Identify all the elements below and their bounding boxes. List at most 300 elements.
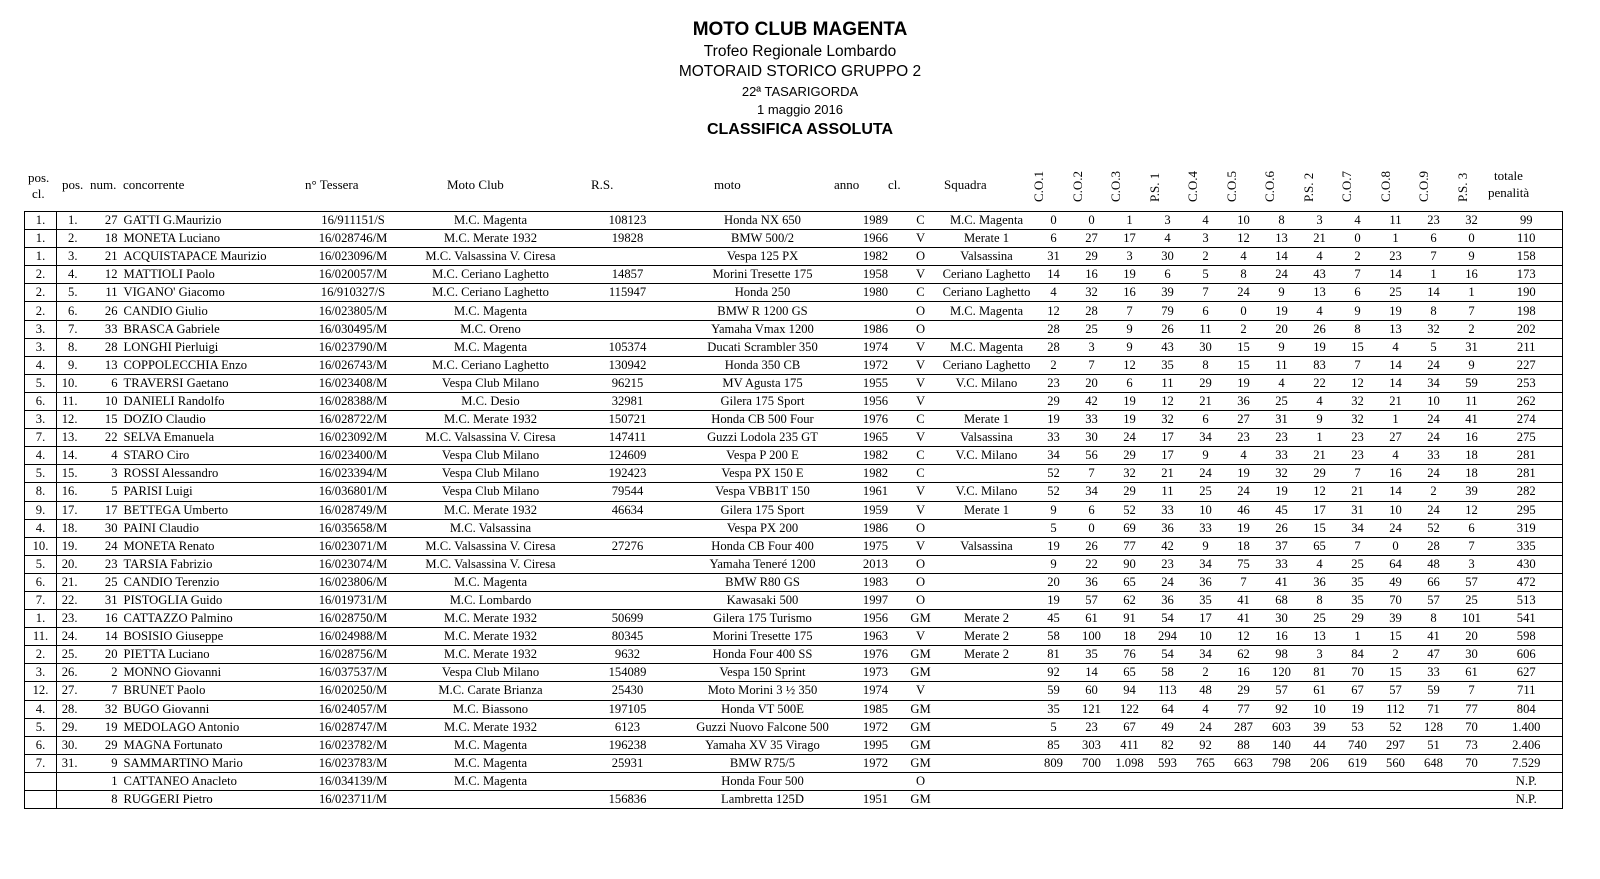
cell-co8: 70 [1389,593,1402,608]
table-row [25,682,1563,700]
cell-co1: 14 [1047,267,1060,282]
cell-co7: 12 [1351,375,1364,390]
cell-squadra [939,591,1035,609]
cell-co1: 81 [1047,647,1060,662]
cell-ps2: 3 [1316,213,1323,228]
cell-co7: 1 [1354,629,1361,644]
cell-co7: 32 [1351,412,1364,427]
cell-co8: 23 [1389,249,1402,264]
cell-co8: 52 [1389,719,1402,734]
cell-moto-club: M.C. Ceriano Laghetto [432,267,549,282]
page-title: MOTO CLUB MAGENTA [692,19,908,40]
cell-co4: 35 [1199,593,1212,608]
cell-moto: Vespa VBB1T 150 [715,484,810,499]
cell-totale: 513 [1516,593,1536,608]
cell-num: 14 [104,629,118,644]
table-row [25,338,1563,356]
cell-moto-club: M.C. Valsassina V. Ciresa [425,430,556,445]
cell-cl: V [915,375,926,390]
cell-rs: 6123 [614,719,641,734]
col-squadra: Squadra [944,177,987,192]
table-row [25,700,1563,718]
cell-co6: 603 [1272,719,1291,734]
cell-tessera: 16/023805/M [318,303,388,318]
cell-ps2: 15 [1313,520,1326,535]
cell-concorrente: GATTI G.Maurizio [123,213,222,228]
cell-tessera: 16/028749/M [318,502,388,517]
cell-num: 6 [111,375,118,390]
cell-co2: 22 [1085,556,1098,571]
cell-co1: 19 [1047,538,1060,553]
cell-co5: 24 [1237,484,1250,499]
cell-co7: 7 [1354,538,1361,553]
cell-ps3: 11 [1465,393,1478,408]
cell-anno: 1982 [862,448,889,463]
cell-squadra [939,320,1035,338]
cell-concorrente: PARISI Luigi [123,484,193,499]
cell-co6: 24 [1275,267,1288,282]
cell-ps1: 11 [1161,484,1174,499]
cell-co6: 26 [1275,520,1288,535]
cell-num: 7 [111,683,118,698]
cell-co5: 12 [1237,231,1250,246]
cell-ps1: 64 [1161,701,1174,716]
cell-co3: 9 [1126,321,1133,336]
cell-ps3: 30 [1465,647,1478,662]
cell-co4: 10 [1199,502,1212,517]
cell-moto-club: M.C. Magenta [453,755,528,770]
cell-co3: 29 [1123,448,1136,463]
col-test-10: C.O.8 [1377,170,1393,202]
cell-co4: 2 [1202,249,1209,264]
cell-squadra [939,791,1035,809]
cell-moto: Honda 250 [734,285,791,300]
cell-co5: 287 [1234,719,1253,734]
cell-anno: 1963 [862,629,889,644]
cell-co3: 77 [1123,538,1136,553]
cell-ps2: 12 [1313,484,1326,499]
cell-co2: 32 [1085,285,1098,300]
cell-co9: 1 [1430,267,1437,282]
cell-ps2: 36 [1313,574,1326,589]
cell-cl: O [915,249,926,264]
cell-co5: 0 [1240,303,1247,318]
cell-co6: 33 [1275,448,1288,463]
cell-pos: 12. [61,412,78,427]
cell-ps1: 12 [1161,393,1174,408]
cell-ps3: 59 [1465,375,1478,390]
cell-totale: 227 [1516,357,1536,372]
cell-totale: 173 [1516,267,1536,282]
cell-pos-cl: 7. [25,754,57,772]
cell-pos: 24. [61,629,78,644]
table-row [25,610,1563,628]
cell-co5: 4 [1240,448,1247,463]
col-pos-cl-line2: cl. [32,186,45,201]
cell-pos-cl: 2. [25,646,57,664]
cell-concorrente: VIGANO' Giacomo [123,285,225,300]
cell-concorrente: ROSSI Alessandro [123,466,219,481]
cell-co2: 26 [1085,538,1098,553]
cell-co1: 6 [1050,231,1057,246]
cell-co8: 19 [1389,303,1402,318]
cell-anno: 1985 [862,701,889,716]
cell-ps1: 17 [1161,448,1174,463]
cell-concorrente: MATTIOLI Paolo [123,267,215,282]
cell-concorrente: PAINI Claudio [123,520,199,535]
cell-ps2: 4 [1316,556,1323,571]
cell-pos-cl: 2. [25,302,57,320]
cell-moto-club: M.C. Merate 1932 [443,611,538,626]
cell-moto: Gilera 175 Sport [720,502,805,517]
cell-moto-club: M.C. Ceriano Laghetto [432,357,549,372]
cell-co9: 28 [1427,538,1440,553]
cell-squadra [939,519,1035,537]
cell-ps2: 44 [1313,737,1326,752]
table-row [25,392,1563,410]
cell-tessera: 16/036801/M [318,484,388,499]
cell-moto: BMW R75/5 [729,755,796,770]
cell-pos: 16. [61,484,78,499]
col-totale-line1: totale [1494,168,1523,183]
cell-squadra: Merate 2 [963,611,1010,626]
col-moto-club: Moto Club [447,177,504,192]
cell-co6: 19 [1275,484,1288,499]
cell-co1: 5 [1050,719,1057,734]
cell-co9: 14 [1427,285,1440,300]
cell-moto-club: M.C. Merate 1932 [443,719,538,734]
cell-ps3: 7 [1468,303,1475,318]
cell-ps1: 54 [1161,611,1174,626]
cell-rs: 19828 [611,231,644,246]
cell-moto-club: M.C. Magenta [453,339,528,354]
cell-ps1: 4 [1164,231,1171,246]
cell-co2: 121 [1082,701,1101,716]
cell-co7: 53 [1351,719,1364,734]
cell-squadra: Ceriano Laghetto [942,285,1031,300]
cell-cl: V [915,267,926,282]
table-row [25,465,1563,483]
cell-co9: 24 [1427,430,1440,445]
cell-co2: 6 [1088,502,1095,517]
cell-totale: 262 [1516,393,1536,408]
cell-squadra: Valsassina [960,249,1013,264]
cell-pos: 21. [61,574,78,589]
cell-num: 28 [104,339,118,354]
cell-moto: Morini Tresette 175 [712,267,813,282]
cell-co3: 7 [1126,303,1133,318]
cell-ps3: 25 [1465,593,1478,608]
cell-tessera: 16/023790/M [318,339,388,354]
cell-concorrente: PISTOGLIA Guido [123,593,223,608]
cell-co5: 23 [1237,430,1250,445]
cell-co9: 8 [1430,303,1437,318]
cell-co2: 700 [1082,755,1101,770]
cell-pos-cl: 2. [25,284,57,302]
cell-co9: 66 [1427,574,1440,589]
cell-anno: 1959 [862,502,889,517]
cell-ps1: 294 [1158,629,1177,644]
cell-co3: 94 [1123,683,1136,698]
col-test-2: C.O.2 [1069,170,1085,202]
table-row [25,483,1563,501]
cell-ps1: 39 [1161,285,1174,300]
cell-cl: V [915,430,926,445]
cell-totale: 190 [1516,285,1536,300]
cell-co1: 52 [1047,484,1060,499]
cell-ps2: 4 [1316,249,1323,264]
cell-co1: 31 [1047,249,1060,264]
cell-co3: 3 [1126,249,1133,264]
col-anno: anno [834,177,860,192]
cell-co7: 84 [1351,647,1364,662]
cell-co9: 59 [1427,683,1440,698]
cell-co6: 798 [1272,755,1291,770]
cell-moto: Honda NX 650 [724,213,801,228]
cell-co5: 24 [1237,285,1250,300]
col-moto: moto [714,177,741,192]
cell-moto: Yamaha Vmax 1200 [711,321,814,336]
cell-co9: 128 [1424,719,1443,734]
cell-rs: 105374 [608,339,647,354]
cell-co5: 15 [1237,339,1250,354]
cell-co2: 30 [1085,430,1098,445]
cell-rs [579,573,677,591]
cell-moto-club: M.C. Magenta [453,303,528,318]
cell-tessera: 16/028747/M [318,719,388,734]
cell-moto: Vespa PX 200 [726,520,799,535]
cell-ps2: 1 [1316,430,1323,445]
cell-co8: 21 [1389,393,1402,408]
cell-cl: GM [910,647,931,662]
cell-ps2 [1301,791,1339,809]
cell-rs: 46634 [611,502,644,517]
cell-concorrente: MONNO Giovanni [123,665,222,680]
cell-moto: BMW R80 GS [725,574,800,589]
cell-rs: 80345 [611,629,644,644]
cell-moto-club: M.C. Merate 1932 [443,412,538,427]
cell-co3: 16 [1123,285,1136,300]
cell-ps2: 65 [1313,538,1326,553]
cell-co8: 14 [1389,357,1402,372]
cell-cl: GM [910,792,931,807]
cell-moto-club: M.C. Merate 1932 [443,502,538,517]
cell-pos: 26. [61,665,78,680]
cell-rs: 130942 [608,357,647,372]
cell-anno: 1972 [862,719,889,734]
cell-tessera: 16/023394/M [318,466,388,481]
cell-ps1: 593 [1158,755,1177,770]
cell-ps1: 49 [1161,719,1174,734]
cell-co9: 33 [1427,665,1440,680]
cell-num: 21 [104,249,118,264]
cell-tessera: 16/023400/M [318,448,388,463]
col-test-4: P.S. 1 [1146,172,1162,202]
table-row [25,266,1563,284]
cell-num: 29 [104,737,118,752]
col-pos-cl-line1: pos. [28,170,50,185]
cell-moto: Morini Tresette 175 [712,629,813,644]
cell-co2: 7 [1088,466,1095,481]
cell-ps3: 41 [1465,412,1478,427]
cell-pos-cl: 2. [25,266,57,284]
cell-cl: O [915,321,926,336]
cell-co4: 34 [1199,556,1212,571]
cell-anno: 1983 [862,574,889,589]
cell-co6: 57 [1275,683,1288,698]
cell-co8: 39 [1389,611,1402,626]
cell-totale: 281 [1516,448,1536,463]
cell-co2: 0 [1088,213,1095,228]
cell-moto-club: M.C. Merate 1932 [443,629,538,644]
cell-co5: 4 [1240,249,1247,264]
cell-co1: 19 [1047,412,1060,427]
cell-co9: 33 [1427,448,1440,463]
cell-moto: Honda CB 500 Four [711,412,814,427]
cell-concorrente: CATTAZZO Palmino [123,611,233,626]
cell-co7: 70 [1351,665,1364,680]
cell-co9: 57 [1427,593,1440,608]
cell-ps3: 20 [1465,629,1478,644]
cell-co1: 2 [1050,357,1057,372]
cell-co7: 25 [1351,556,1364,571]
cell-cl: O [915,556,926,571]
cell-co4: 4 [1202,701,1209,716]
cell-rs: 150721 [608,412,647,427]
cell-squadra: V.C. Milano [955,448,1018,463]
table-row [25,664,1563,682]
cell-rs: 192423 [608,466,647,481]
col-test-12: P.S. 3 [1454,172,1470,202]
cell-num: 27 [104,213,118,228]
cell-co5 [1225,772,1263,790]
cell-co6: 120 [1272,665,1291,680]
cell-anno: 1997 [862,593,889,608]
cell-totale: 110 [1517,231,1536,246]
cell-co7: 21 [1351,484,1364,499]
cell-concorrente: STARO Ciro [123,448,190,463]
cell-pos: 23. [61,611,78,626]
cell-co2: 60 [1085,683,1098,698]
cell-co5: 15 [1237,357,1250,372]
cell-ps1: 35 [1161,357,1174,372]
cell-ps3: 1 [1468,285,1475,300]
cell-cl: GM [910,611,931,626]
cell-rs: 27276 [611,538,644,553]
cell-totale: 598 [1516,629,1536,644]
cell-co5: 41 [1237,593,1250,608]
cell-co6: 9 [1278,285,1285,300]
cell-ps3: 73 [1465,737,1478,752]
cell-co6: 8 [1278,213,1285,228]
cell-ps2 [1301,772,1339,790]
cell-concorrente: SELVA Emanuela [123,430,215,445]
cell-co9: 41 [1427,629,1440,644]
ranking-title: CLASSIFICA ASSOLUTA [706,121,894,138]
cell-tessera: 16/028388/M [318,393,388,408]
cell-co4: 36 [1199,574,1212,589]
cell-co9: 5 [1430,339,1437,354]
cell-ps3: 18 [1465,448,1478,463]
cell-co4: 6 [1202,412,1209,427]
col-concorrente: concorrente [123,177,185,192]
cell-totale: 541 [1516,611,1536,626]
table-row [25,718,1563,736]
cell-totale: 1.400 [1512,719,1541,734]
cell-co6: 31 [1275,412,1288,427]
cell-co3: 19 [1123,267,1136,282]
cell-co1: 9 [1050,502,1057,517]
cell-concorrente: ACQUISTAPACE Maurizio [123,249,267,264]
cell-co4: 29 [1199,375,1212,390]
cell-anno: 1955 [862,375,889,390]
table-row [25,519,1563,537]
cell-totale: 606 [1516,647,1536,662]
cell-num: 1 [111,773,118,788]
cell-pos-cl: 6. [25,573,57,591]
cell-tessera: 16/023783/M [318,755,388,770]
cell-tessera: 16/037537/M [318,665,388,680]
cell-co3: 17 [1123,231,1136,246]
cell-ps3: 70 [1465,755,1478,770]
col-test-5: C.O.4 [1185,170,1200,202]
cell-co1: 20 [1047,574,1060,589]
cell-anno: 1976 [862,412,889,427]
cell-num: 5 [111,484,118,499]
cell-ps1: 113 [1158,683,1177,698]
cell-co6: 37 [1275,538,1288,553]
cell-totale: 202 [1516,321,1536,336]
cell-totale: 281 [1516,466,1536,481]
table-row [25,212,1563,230]
cell-co5: 10 [1237,213,1250,228]
cell-num: 16 [104,611,118,626]
cell-ps3: 2 [1468,321,1475,336]
cell-cl: V [915,502,926,517]
cell-cl: C [916,285,925,300]
cell-squadra [939,736,1035,754]
cell-moto: Guzzi Nuovo Falcone 500 [696,719,829,734]
cell-co6: 11 [1275,357,1288,372]
cell-moto: Yamaha Teneré 1200 [709,556,816,571]
cell-num: 18 [104,231,118,246]
cell-totale: 7.529 [1512,755,1541,770]
cell-co5: 19 [1237,466,1250,481]
cell-co1: 28 [1047,339,1060,354]
cell-ps3: 101 [1462,611,1481,626]
cell-num: 17 [104,502,118,517]
cell-squadra: M.C. Magenta [949,213,1024,228]
cell-co2: 303 [1082,737,1101,752]
cell-co8: 24 [1389,520,1402,535]
cell-co6: 140 [1272,737,1291,752]
cell-pos-cl: 4. [25,447,57,465]
cell-pos: 29. [61,719,78,734]
cell-cl: O [915,574,926,589]
cell-co9: 34 [1427,375,1440,390]
cell-co5: 19 [1237,520,1250,535]
table-row [25,591,1563,609]
cell-rs [579,248,677,266]
cell-pos-cl: 4. [25,356,57,374]
cell-co3: 18 [1123,629,1136,644]
cell-ps3 [1453,772,1491,790]
cell-ps3: 12 [1465,502,1478,517]
cell-ps3: 7 [1468,683,1475,698]
cell-ps2: 21 [1313,231,1326,246]
cell-co1: 85 [1047,737,1060,752]
cell-rs: 79544 [611,484,644,499]
